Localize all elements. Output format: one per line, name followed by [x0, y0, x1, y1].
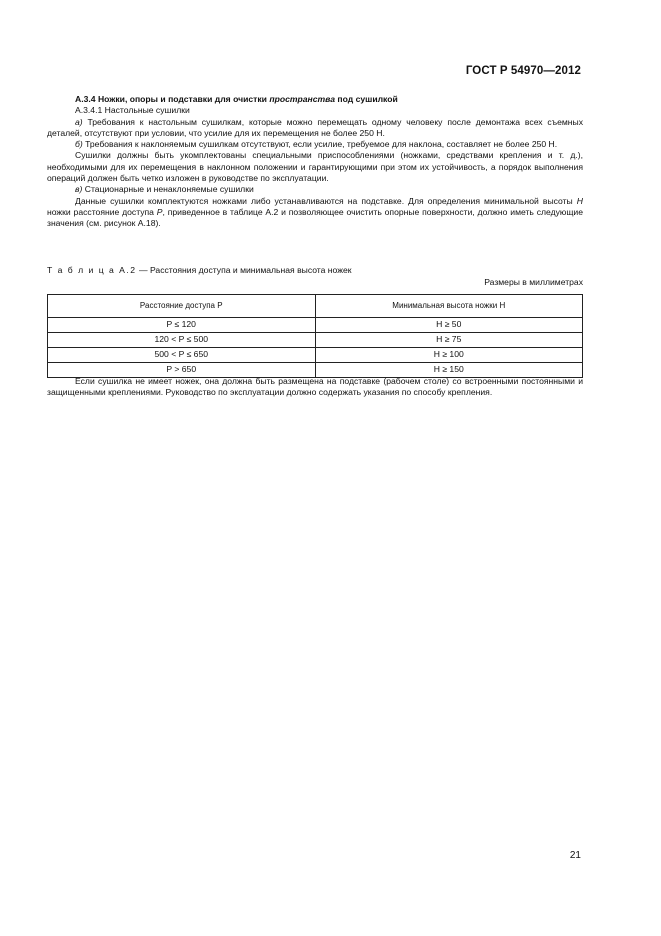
- item-b: [47, 139, 583, 150]
- height-cell: H ≥ 75: [315, 333, 583, 348]
- column-header-distance: Расстояние доступа P: [48, 295, 316, 318]
- height-cell: H ≥ 150: [315, 363, 583, 378]
- distance-cell: P > 650: [48, 363, 316, 378]
- stationary-text-3: , приведенное в таблице А.2 и позволяющее очистить опорные поверхности, должно иметь следующие значения (см. рисунок А.18).: [47, 206, 583, 229]
- item-v-text: Стационарные и ненаклоняемые сушилки: [84, 184, 254, 195]
- item-a-letter: а): [75, 116, 83, 127]
- item-v-letter: в): [75, 184, 83, 195]
- stationary-text-2: ножки расстояние доступа: [47, 206, 154, 217]
- height-cell: H ≥ 100: [315, 348, 583, 363]
- data-table: [47, 294, 583, 378]
- document-id: ГОСТ Р 54970—2012: [465, 65, 581, 77]
- section-title-part1: Ножки, опоры и подставки для очистки: [97, 94, 267, 104]
- stationary-text-1: Данные сушилки комплектуются ножками либо устанавливаются на подставке. Для определения минимальной высоты: [75, 195, 573, 206]
- paragraph-stationary: [47, 196, 583, 230]
- item-a-text: Требования к настольным сушилкам, которые можно перемещать одному человеку после демонтажа всех съемных деталей, отсутствуют при условии, что усилие для их перемещения не более 250 Н.: [47, 116, 584, 138]
- section-heading: [47, 94, 583, 105]
- height-cell: H ≥ 50: [315, 318, 583, 333]
- subsection-title: А.3.4.1 Настольные сушилки: [75, 105, 190, 116]
- item-b-text: Требования к наклоняемым сушилкам отсутствуют, если усилие, требуемое для наклона, составляет не более 250 Н.: [85, 139, 558, 150]
- paragraph-no-legs: Если сушилка не имеет ножек, она должна быть размещена на подставке (рабочем столе) со встроенными постоянными и защищенными креплениями. Руководство по эксплуатации должно содержать указания по способу крепления.: [47, 376, 583, 398]
- table-row: [48, 348, 583, 363]
- table-caption-text: — Расстояния доступа и минимальная высота ножек: [138, 265, 352, 275]
- section-title-part2: под сушилкой: [337, 94, 398, 104]
- table-row: [48, 333, 583, 348]
- table-header-row: [48, 295, 583, 318]
- table-units: Размеры в миллиметрах: [484, 277, 583, 287]
- distance-cell: P ≤ 120: [48, 318, 316, 333]
- column-header-height: Минимальная высота ножки H: [315, 295, 583, 318]
- page-number: 21: [569, 850, 581, 861]
- distance-cell: 500 < P ≤ 650: [48, 348, 316, 363]
- table-caption: [47, 265, 583, 276]
- distance-cell: 120 < P ≤ 500: [48, 333, 316, 348]
- stationary-P: P: [156, 206, 163, 217]
- section-title-italic: пространства: [269, 94, 336, 104]
- stationary-H: H: [576, 195, 583, 206]
- item-a: [47, 117, 583, 140]
- table-caption-label: Т а б л и ц а А.2: [47, 265, 137, 275]
- item-v: [47, 184, 583, 195]
- paragraph-equipped: Сушилки должны быть укомплектованы специальными приспособлениями (ножками, средствами крепления и т. д.), необходимыми для их перемещения в наклонном положении и гарантирующими при этом их устойчивость, а порядок выполнения операций должен быть четко изложен в руководстве по эксплуатации.: [47, 150, 583, 184]
- section-number: А.3.4: [75, 94, 96, 104]
- main-content: [47, 94, 583, 230]
- table-row: [48, 318, 583, 333]
- item-b-letter: б): [75, 139, 83, 150]
